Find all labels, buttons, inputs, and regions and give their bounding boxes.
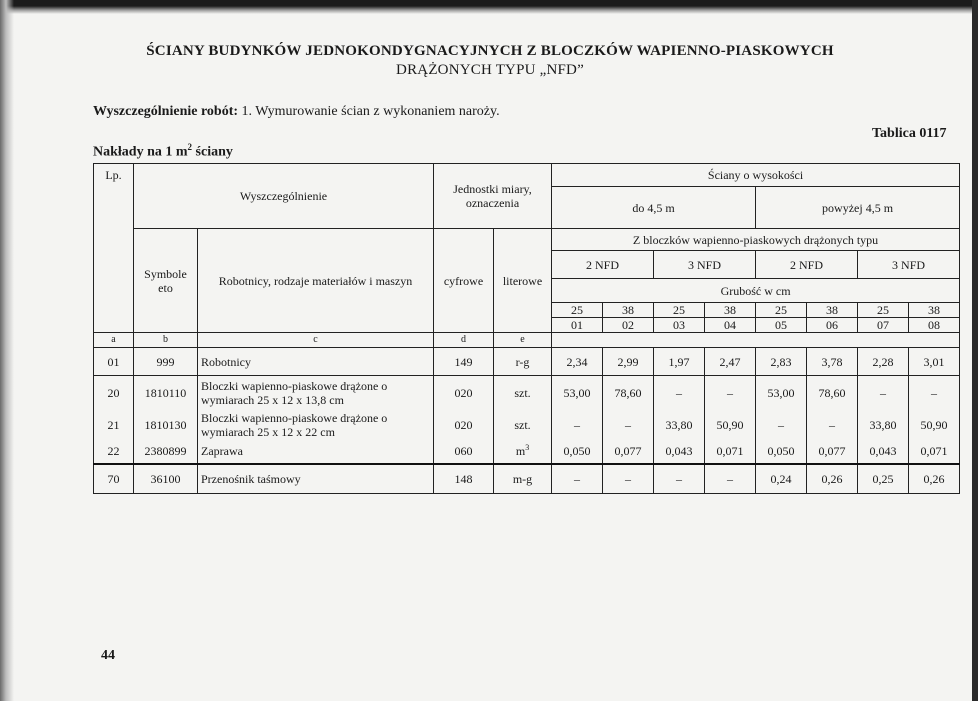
header-literowe: literowe xyxy=(494,229,552,333)
row-name: Bloczki wapienno-piaskowe drążone o wymiarach 25 x 12 x 22 cm xyxy=(198,410,434,440)
thickness-cell: 38 xyxy=(603,303,654,318)
row-value: 0,25 xyxy=(858,464,909,494)
column-code: 02 xyxy=(603,318,654,333)
row-value: 0,071 xyxy=(909,440,960,464)
row-value: 78,60 xyxy=(807,376,858,410)
row-literowe: szt. xyxy=(494,376,552,410)
thickness-cell: 38 xyxy=(909,303,960,318)
table-row xyxy=(94,464,960,494)
table-number: Tablica 0117 xyxy=(872,126,947,141)
row-value: 33,80 xyxy=(654,410,705,440)
table-row xyxy=(94,376,960,410)
column-code: 01 xyxy=(552,318,603,333)
column-code: 03 xyxy=(654,318,705,333)
letter-a: a xyxy=(94,333,134,348)
table-row xyxy=(94,348,960,376)
row-value: 78,60 xyxy=(603,376,654,410)
row-value: – xyxy=(603,410,654,440)
row-name: Zaprawa xyxy=(198,440,434,464)
header-sciany: Ściany o wysokości xyxy=(552,164,960,187)
row-value: 0,26 xyxy=(807,464,858,494)
row-literowe xyxy=(494,440,552,464)
row-literowe: szt. xyxy=(494,410,552,440)
row-value: – xyxy=(654,464,705,494)
row-value: – xyxy=(756,410,807,440)
scan-edge-right xyxy=(972,0,978,701)
row-value: 0,077 xyxy=(603,440,654,464)
document-title: ŚCIANY BUDYNKÓW JEDNOKONDYGNACYJNYCH Z BLOCZKÓW WAPIENNO-PIASKOWYCH xyxy=(146,43,834,59)
work-description-label: Wyszczególnienie robót: xyxy=(93,104,239,119)
row-value: 0,050 xyxy=(552,440,603,464)
scan-edge-left xyxy=(0,0,14,701)
row-value: – xyxy=(909,376,960,410)
work-description xyxy=(93,104,500,120)
naklady-sup: 2 xyxy=(187,142,193,152)
row-lp: 22 xyxy=(94,440,134,464)
row-value: 0,043 xyxy=(654,440,705,464)
row-cyfrowe: 060 xyxy=(434,440,494,464)
row-value: 0,24 xyxy=(756,464,807,494)
header-cyfrowe: cyfrowe xyxy=(434,229,494,333)
header-grubosc: Grubość w cm xyxy=(552,279,960,303)
row-symbol: 1810130 xyxy=(134,410,198,440)
header-do: do 4,5 m xyxy=(552,187,756,229)
row-value: – xyxy=(858,376,909,410)
row-cyfrowe: 148 xyxy=(434,464,494,494)
letter-c: c xyxy=(198,333,434,348)
column-code: 08 xyxy=(909,318,960,333)
column-code: 04 xyxy=(705,318,756,333)
row-value: 0,043 xyxy=(858,440,909,464)
naklady-prefix: Nakłady na 1 m xyxy=(93,144,188,160)
thickness-cell: 38 xyxy=(807,303,858,318)
row-value: – xyxy=(603,464,654,494)
row-value: 2,34 xyxy=(552,348,603,376)
row-value: 1,97 xyxy=(654,348,705,376)
naklady-heading xyxy=(93,142,233,161)
row-value: – xyxy=(705,376,756,410)
thickness-cell: 38 xyxy=(705,303,756,318)
row-symbol: 1810110 xyxy=(134,376,198,410)
row-literowe: m-g xyxy=(494,464,552,494)
column-code: 06 xyxy=(807,318,858,333)
header-type-3: 2 NFD xyxy=(756,251,858,279)
column-code: 05 xyxy=(756,318,807,333)
row-value: 2,99 xyxy=(603,348,654,376)
thickness-cell: 25 xyxy=(858,303,909,318)
row-symbol: 36100 xyxy=(134,464,198,494)
header-type-2: 3 NFD xyxy=(654,251,756,279)
header-z-bloczkow: Z bloczków wapienno-piaskowych drążonych typu xyxy=(552,229,960,251)
lp-blank xyxy=(94,229,134,333)
header-type-4: 3 NFD xyxy=(858,251,960,279)
row-value: 0,26 xyxy=(909,464,960,494)
page-number: 44 xyxy=(101,648,115,663)
row-name: Przenośnik taśmowy xyxy=(198,464,434,494)
norms-table xyxy=(93,163,960,494)
header-powyzej: powyżej 4,5 m xyxy=(756,187,960,229)
row-value: 0,077 xyxy=(807,440,858,464)
header-type-1: 2 NFD xyxy=(552,251,654,279)
row-lp: 01 xyxy=(94,348,134,376)
row-value: 53,00 xyxy=(552,376,603,410)
row-lp: 21 xyxy=(94,410,134,440)
row-lp: 20 xyxy=(94,376,134,410)
table-row xyxy=(94,440,960,464)
row-value: 3,78 xyxy=(807,348,858,376)
row-value: – xyxy=(654,376,705,410)
letter-d: d xyxy=(434,333,494,348)
header-wyszczegolnienie: Wyszczególnienie xyxy=(134,164,434,229)
row-name: Bloczki wapienno-piaskowe drążone o wymiarach 25 x 12 x 13,8 cm xyxy=(198,376,434,410)
document-subtitle: DRĄŻONYCH TYPU „NFD” xyxy=(396,62,584,78)
unit-m: m xyxy=(515,444,526,458)
row-symbol: 2380899 xyxy=(134,440,198,464)
row-cyfrowe: 149 xyxy=(434,348,494,376)
thickness-cell: 25 xyxy=(756,303,807,318)
work-description-text: 1. Wymurowanie ścian z wykonaniem naroży. xyxy=(241,104,500,119)
row-value: – xyxy=(807,410,858,440)
letter-row-blank xyxy=(552,333,960,348)
row-value: 50,90 xyxy=(909,410,960,440)
letter-row xyxy=(94,333,960,348)
row-cyfrowe: 020 xyxy=(434,410,494,440)
row-value: 53,00 xyxy=(756,376,807,410)
row-literowe: r-g xyxy=(494,348,552,376)
row-value: 2,28 xyxy=(858,348,909,376)
row-value: – xyxy=(552,464,603,494)
thickness-cell: 25 xyxy=(552,303,603,318)
row-value: 2,83 xyxy=(756,348,807,376)
row-value: – xyxy=(705,464,756,494)
row-value: 50,90 xyxy=(705,410,756,440)
letter-b: b xyxy=(134,333,198,348)
header-symbole: Symbole eto xyxy=(134,229,198,333)
scan-edge-top xyxy=(0,0,978,14)
naklady-suffix: ściany xyxy=(195,144,233,160)
header-jednostki: Jednostki miary, oznaczenia xyxy=(434,164,552,229)
row-value: 3,01 xyxy=(909,348,960,376)
row-lp: 70 xyxy=(94,464,134,494)
letter-e: e xyxy=(494,333,552,348)
row-cyfrowe: 020 xyxy=(434,376,494,410)
table-row xyxy=(94,410,960,440)
row-value: 0,050 xyxy=(756,440,807,464)
header-lp: Lp. xyxy=(94,164,134,229)
row-name: Robotnicy xyxy=(198,348,434,376)
column-code: 07 xyxy=(858,318,909,333)
row-value: – xyxy=(552,410,603,440)
row-symbol: 999 xyxy=(134,348,198,376)
row-value: 33,80 xyxy=(858,410,909,440)
thickness-cell: 25 xyxy=(654,303,705,318)
row-value: 2,47 xyxy=(705,348,756,376)
unit-sup: 3 xyxy=(525,443,530,452)
header-robotnicy: Robotnicy, rodzaje materiałów i maszyn xyxy=(198,229,434,333)
row-value: 0,071 xyxy=(705,440,756,464)
